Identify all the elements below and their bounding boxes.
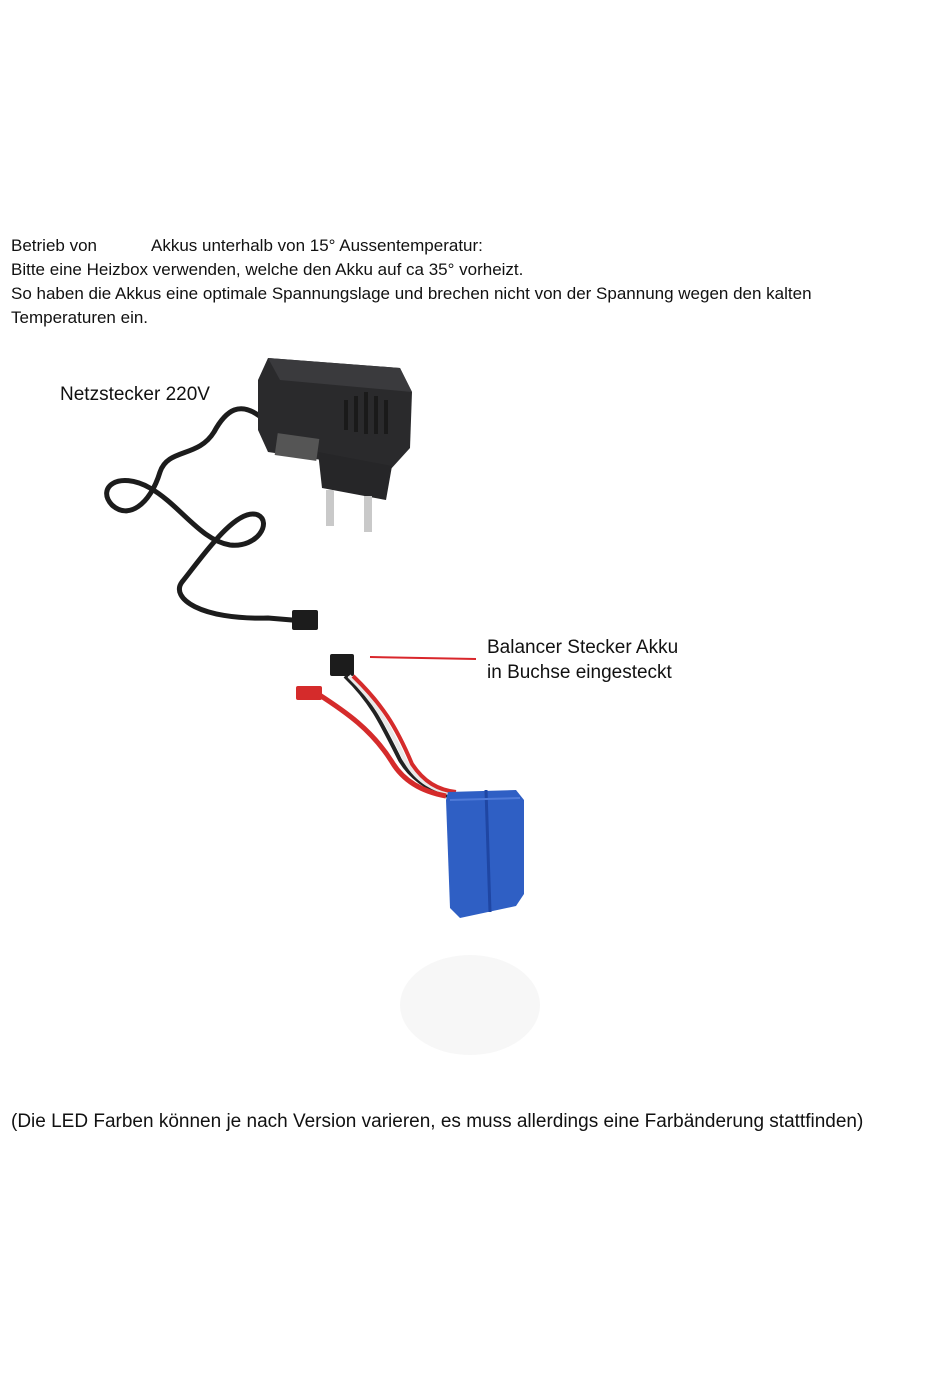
led-glow	[400, 955, 540, 1055]
battery-pack	[446, 790, 524, 918]
charger-connector	[292, 610, 318, 630]
pointer-line	[370, 657, 476, 659]
intro-line-2: Bitte eine Heizbox verwenden, welche den Akku auf ca 35° vorheizt.	[11, 260, 524, 279]
balancer-plug	[330, 654, 354, 676]
intro-line-3: So haben die Akkus eine optimale Spannungslage und brechen nicht von der Spannung wegen den kalten	[11, 284, 812, 303]
charger-adapter	[258, 358, 412, 532]
battery-wire-balancer	[345, 676, 448, 796]
intro-line-1b: Akkus unterhalb von 15° Aussentemperatur:	[151, 236, 483, 255]
balancer-label	[487, 635, 678, 685]
balancer-label-line-1: Balancer Stecker Akku	[487, 637, 679, 658]
footnote: (Die LED Farben können je nach Version varieren, es muss allerdings eine Farbänderung stattfinden)	[11, 1111, 864, 1132]
balancer-label-line-2: in Buchse eingesteckt	[487, 662, 672, 683]
red-jst-plug	[296, 686, 322, 700]
intro-line-4: Temperaturen ein.	[11, 308, 149, 327]
intro-line-1a: Betrieb von	[11, 236, 97, 255]
charger-label: Netzstecker 220V	[60, 384, 210, 405]
